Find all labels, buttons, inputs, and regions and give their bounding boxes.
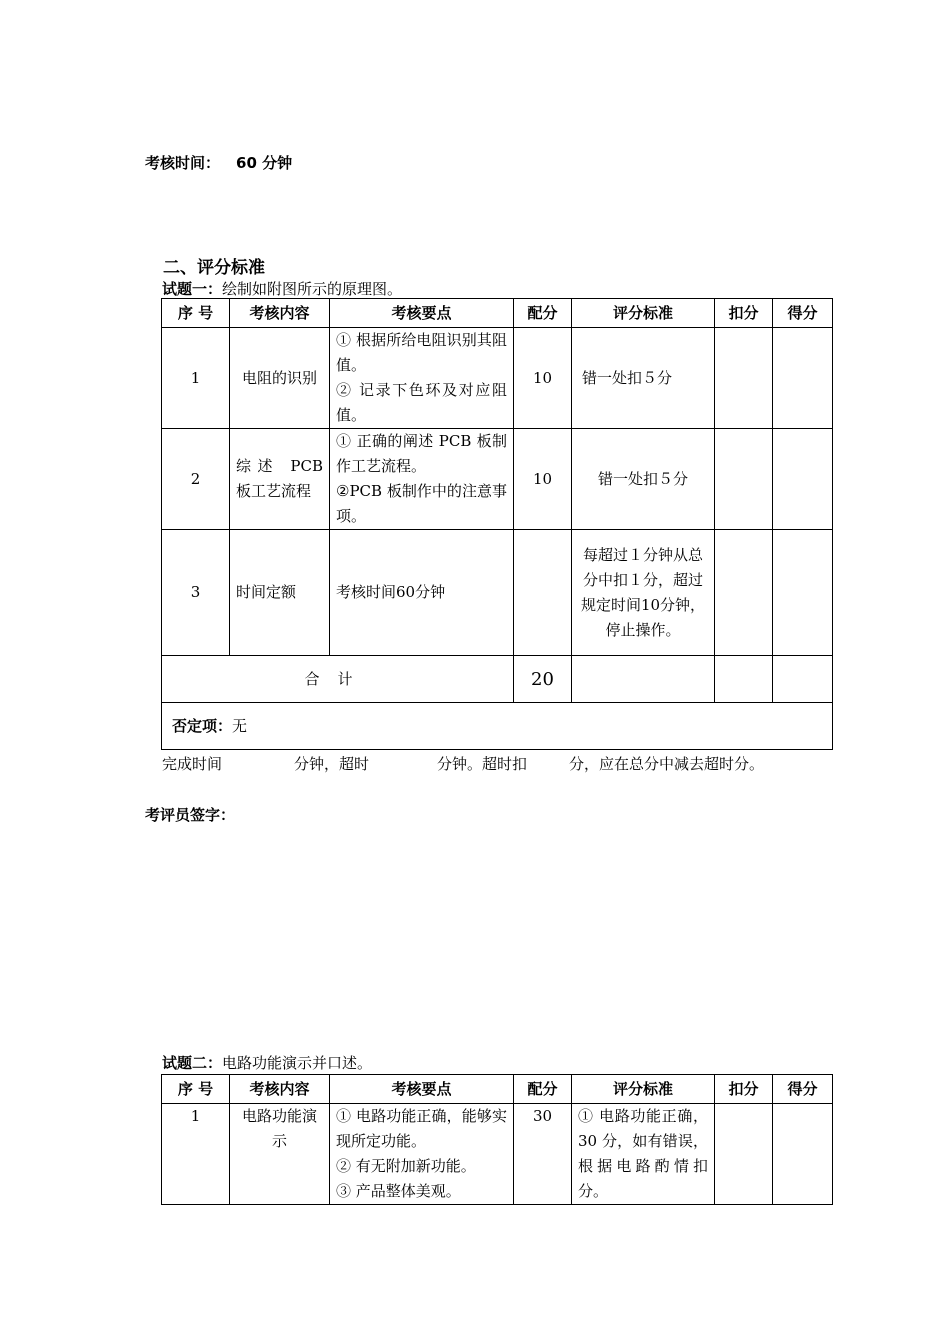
point-item: ① 正确的阐述 PCB 板制作工艺流程。 bbox=[336, 432, 507, 475]
row-criteria: 每超过１分钟从总分中扣１分，超过规定时间10分钟，停止操作。 bbox=[572, 530, 715, 656]
point-item: ③ 产品整体美观。 bbox=[336, 1182, 461, 1200]
completion-part3: 分钟。超时扣 bbox=[437, 755, 528, 773]
section-title: 二、评分标准 bbox=[163, 258, 265, 278]
point-item: ① 根据所给电阻识别其阻值。 bbox=[336, 331, 507, 374]
exam-time-value: 60 分钟 bbox=[236, 154, 293, 172]
table-row bbox=[162, 530, 833, 656]
veto-value: 无 bbox=[232, 716, 248, 735]
table-row bbox=[162, 328, 833, 429]
question2-table bbox=[161, 1074, 833, 1205]
completion-part2: 分钟，超时 bbox=[294, 755, 370, 773]
veto-label: 否定项： bbox=[172, 716, 233, 735]
row-score bbox=[514, 530, 572, 656]
point-item: ② 有无附加新功能。 bbox=[336, 1157, 476, 1175]
row-score: 30 bbox=[514, 1104, 572, 1205]
completion-part4: 分，应在总分中减去超时分。 bbox=[569, 755, 765, 773]
table-header-row bbox=[162, 1075, 833, 1104]
col-header-content: 考核内容 bbox=[230, 1075, 330, 1104]
col-header-points: 考核要点 bbox=[330, 299, 514, 328]
col-header-deduct: 扣分 bbox=[715, 299, 773, 328]
veto-row bbox=[162, 703, 833, 750]
row-no: 1 bbox=[162, 328, 230, 429]
col-header-criteria: 评分标准 bbox=[572, 1075, 715, 1104]
row-deduct bbox=[715, 530, 773, 656]
row-points bbox=[330, 328, 514, 429]
col-header-get: 得分 bbox=[773, 299, 833, 328]
col-header-get: 得分 bbox=[773, 1075, 833, 1104]
row-no: 2 bbox=[162, 429, 230, 530]
veto-cell bbox=[162, 703, 833, 750]
question2-text: 电路功能演示并口述。 bbox=[222, 1054, 373, 1072]
row-points bbox=[330, 530, 514, 656]
col-header-points: 考核要点 bbox=[330, 1075, 514, 1104]
row-deduct bbox=[715, 328, 773, 429]
question1-title bbox=[162, 278, 402, 299]
table-header-row bbox=[162, 299, 833, 328]
point-item: ② 记录下色环及对应阻值。 bbox=[336, 381, 507, 424]
row-get bbox=[773, 1104, 833, 1205]
col-header-score: 配分 bbox=[514, 1075, 572, 1104]
row-points bbox=[330, 1104, 514, 1205]
col-header-no: 序 号 bbox=[162, 299, 230, 328]
row-content: 综述 PCB 板工艺流程 bbox=[230, 429, 330, 530]
col-header-content: 考核内容 bbox=[230, 299, 330, 328]
row-score: 10 bbox=[514, 429, 572, 530]
question1-table bbox=[161, 298, 833, 750]
row-content: 电路功能演示 bbox=[230, 1104, 330, 1205]
row-deduct bbox=[715, 1104, 773, 1205]
row-criteria: 错一处扣５分 bbox=[572, 429, 715, 530]
col-header-criteria: 评分标准 bbox=[572, 299, 715, 328]
row-points bbox=[330, 429, 514, 530]
question1-label: 试题一： bbox=[162, 280, 223, 298]
question2-label: 试题二： bbox=[162, 1054, 223, 1072]
total-get bbox=[773, 656, 833, 703]
completion-part1: 完成时间 bbox=[162, 755, 223, 773]
row-no: 1 bbox=[162, 1104, 230, 1205]
row-score: 10 bbox=[514, 328, 572, 429]
question1-text: 绘制如附图所示的原理图。 bbox=[222, 280, 403, 298]
row-no: 3 bbox=[162, 530, 230, 656]
row-content: 电阻的识别 bbox=[230, 328, 330, 429]
row-deduct bbox=[715, 429, 773, 530]
table-row bbox=[162, 1104, 833, 1205]
completion-line bbox=[162, 753, 764, 774]
total-label: 合计 bbox=[162, 656, 514, 703]
table-row bbox=[162, 429, 833, 530]
total-value: 20 bbox=[514, 656, 572, 703]
row-criteria: ① 电路功能正确，30 分，如有错误，根据电路酌情扣分。 bbox=[572, 1104, 715, 1205]
row-get bbox=[773, 530, 833, 656]
col-header-no: 序 号 bbox=[162, 1075, 230, 1104]
row-content: 时间定额 bbox=[230, 530, 330, 656]
total-criteria bbox=[572, 656, 715, 703]
point-item: 考核时间60分钟 bbox=[336, 583, 446, 601]
col-header-score: 配分 bbox=[514, 299, 572, 328]
point-item: ②PCB 板制作中的注意事项。 bbox=[336, 482, 507, 525]
row-criteria: 错一处扣５分 bbox=[572, 328, 715, 429]
row-get bbox=[773, 328, 833, 429]
signer-label: 考评员签字： bbox=[145, 806, 236, 824]
col-header-deduct: 扣分 bbox=[715, 1075, 773, 1104]
question2-title bbox=[162, 1052, 372, 1073]
exam-time bbox=[145, 152, 292, 173]
row-get bbox=[773, 429, 833, 530]
total-deduct bbox=[715, 656, 773, 703]
point-item: ① 电路功能正确，能够实现所定功能。 bbox=[336, 1107, 507, 1150]
exam-time-label: 考核时间： bbox=[145, 154, 221, 172]
total-row bbox=[162, 656, 833, 703]
